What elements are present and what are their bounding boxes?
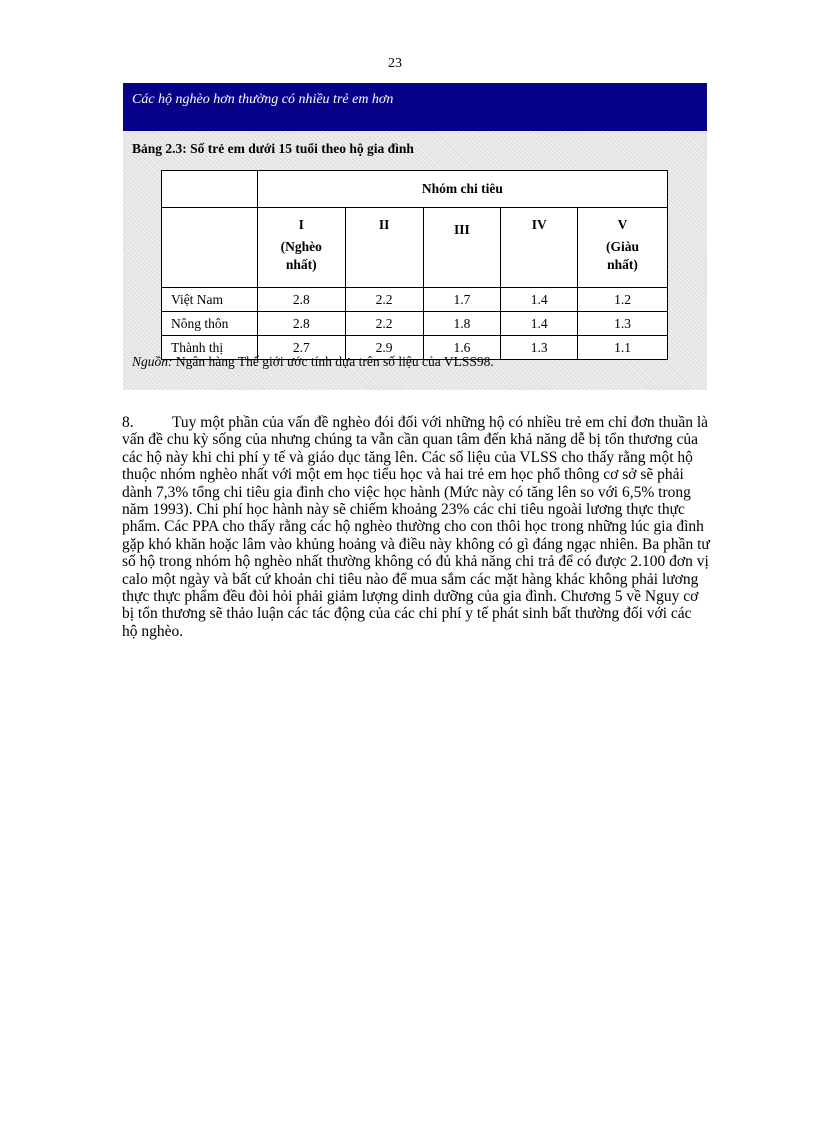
table-title: Bảng 2.3: Số trẻ em dưới 15 tuổi theo hộ gia đình: [132, 141, 414, 156]
row-label: Việt Nam: [162, 288, 258, 312]
column-header: [257, 208, 345, 288]
table-cell: 1.1: [578, 336, 668, 360]
row-label: Thành thị: [162, 336, 258, 360]
table-cell: 2.8: [257, 288, 345, 312]
table-cell: 1.4: [501, 312, 578, 336]
table-corner-cell: [162, 171, 258, 208]
column-sublabel: (Nghèo nhất): [280, 239, 322, 272]
row-label: Nông thôn: [162, 312, 258, 336]
table-source: [132, 354, 494, 370]
table-row: [162, 288, 668, 312]
table-cell: 2.9: [345, 336, 423, 360]
table-cell: 1.6: [423, 336, 501, 360]
table-cell: 2.2: [345, 288, 423, 312]
table-cell: 1.4: [501, 288, 578, 312]
table-cell: 1.8: [423, 312, 501, 336]
group-header: Nhóm chi tiêu: [257, 171, 667, 208]
column-header: [423, 208, 501, 288]
column-header: [345, 208, 423, 288]
column-header: [578, 208, 668, 288]
column-header: [501, 208, 578, 288]
body-paragraph: [122, 414, 710, 640]
table-cell: 1.2: [578, 288, 668, 312]
column-label: IV: [531, 217, 547, 232]
table-cell: 2.7: [257, 336, 345, 360]
table-corner-cell: [162, 208, 258, 288]
table-cell: 1.3: [578, 312, 668, 336]
table-cell: 2.8: [257, 312, 345, 336]
box-header: Các hộ nghèo hơn thường có nhiều trẻ em hơn: [123, 83, 707, 131]
paragraph-text: Tuy một phần của vấn đề nghèo đói đối với những hộ có nhiều trẻ em chỉ đơn thuần là vấn đề chu kỳ sống của nhưng chúng ta vẫn cần quan tâm đến khả năng dễ bị tổn thương của các hộ này khi chi phí y tế và giáo dục tăng lên. Các số liệu của VLSS cho thấy rằng một hộ thuộc nhóm nghèo nhất với một em học tiểu học và hai trẻ em học phổ thông cơ sở sẽ phải dành 7,3% tổng chi tiêu gia đình cho việc học hành (Mức này có tăng lên so với 6,5% trong năm 1993). Chi phí học hành này sẽ chiếm khoảng 23% các chi tiêu ngoài lương thực thực phẩm. Các PPA cho thấy rằng các hộ nghèo thường cho con thôi học trong những lúc gia đình gặp khó khăn hoặc lâm vào khủng hoảng và điều này không có gì đáng ngạc nhiên. Ba phần tư số hộ trong nhóm hộ nghèo nhất thường không có đủ khả năng chi trả để có được 2.100 đơn vị calo một ngày và bất cứ khoản chi tiêu nào để mua sắm các mặt hàng khác không phải lương thực thực phẩm đều đòi hỏi phải giảm lượng dinh dưỡng của gia đình. Chương 5 về Nguy cơ bị tổn thương sẽ thảo luận các tác động của các chi phí y tế phát sinh bất thường đối với các hộ nghèo.: [122, 414, 710, 640]
source-label: Nguồn:: [132, 354, 173, 369]
table-row: [162, 312, 668, 336]
page-number: 23: [388, 56, 402, 71]
column-label: V: [617, 217, 628, 232]
info-box: [123, 83, 707, 390]
table-cell: 2.2: [345, 312, 423, 336]
data-table: [161, 170, 668, 360]
column-label: I: [298, 217, 304, 232]
column-label: III: [454, 222, 470, 237]
table-cell: 1.7: [423, 288, 501, 312]
column-sublabel: (Giàu nhất): [606, 239, 640, 272]
column-label: II: [378, 217, 390, 232]
source-text: Ngân hàng Thế giới ước tính dựa trên số liệu của VLSS98.: [172, 354, 494, 369]
table-cell: 1.3: [501, 336, 578, 360]
paragraph-number: 8.: [122, 414, 134, 431]
